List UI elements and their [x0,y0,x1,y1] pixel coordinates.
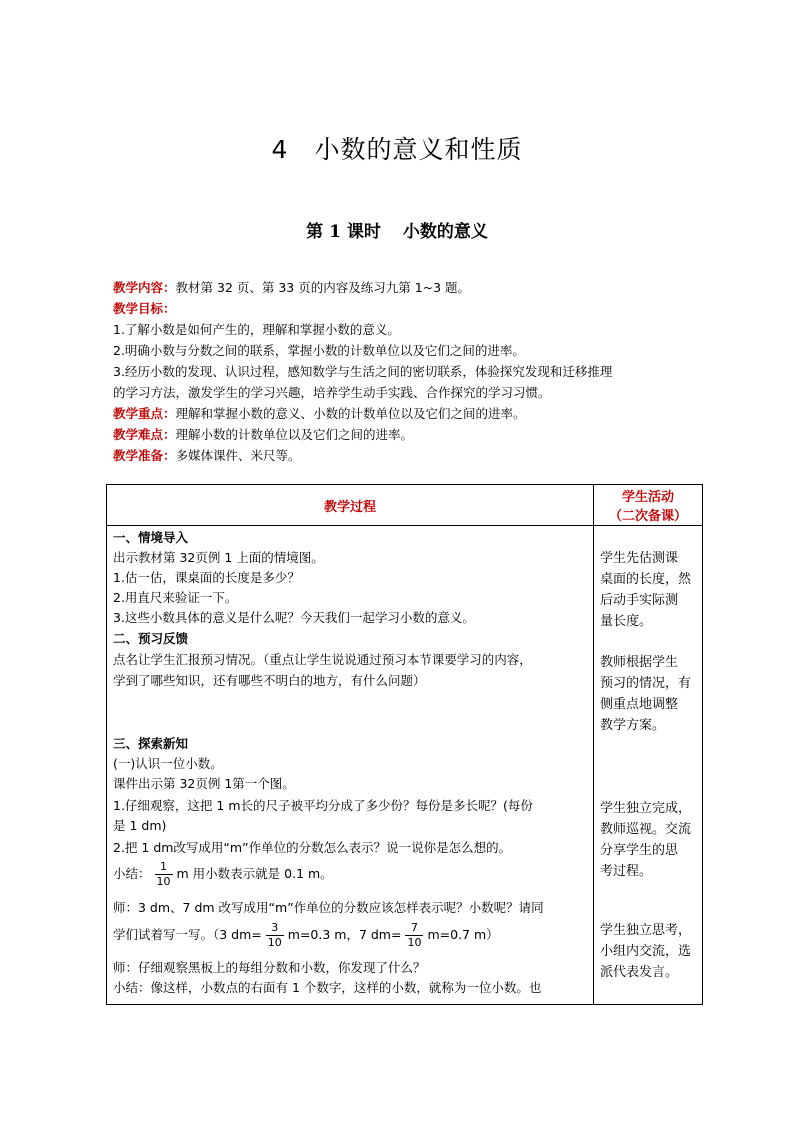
activity-note [600,798,704,882]
lesson-meta [113,277,693,466]
activity-line: 学生独立完成， [600,801,692,816]
teacher-line-fractions [113,918,591,952]
key-label: 教学重点： [113,406,176,421]
prep-text: 多媒体课件、米尺等。 [175,448,301,463]
summary-suffix: m 用小数表示就是 0.1 m。 [176,866,333,881]
fraction-numerator: 7 [405,921,423,936]
lesson-title [0,217,794,242]
summary-line: 小结：像这样，小数点的右面有 1 个数字，这样的小数，就称为一位小数。也 [113,980,542,995]
process-line: (一)认识一位小数。 [113,756,223,771]
fraction-numerator: 1 [155,860,173,875]
summary-line [113,858,591,890]
fraction-one-tenth [155,860,173,889]
process-line: 2.用直尺来验证一下。 [113,590,238,605]
activity-line: 教学方案。 [600,718,666,733]
activity-line: 桌面的长度，然 [600,572,692,587]
process-line: 是 1 dm) [113,818,167,833]
goal-item: 3.经历小数的发现、认识过程，感知数学与生活之间的密切联系，体验探究发现和迁移推理 [113,364,613,379]
lesson-title-text: 小数的意义 [402,222,488,242]
activity-cell [594,526,703,1005]
lesson-table [106,484,703,1005]
section-title: 三、探索新知 [113,736,189,751]
difficulty-label: 教学难点： [113,427,176,442]
difficulty-line [113,424,693,445]
content-text: 教材第 32 页、第 33 页的内容及练习九第 1~3 题。 [175,280,471,295]
teacher-line: 师：仔细观察黑板上的每组分数和小数，你发现了什么？ [113,960,426,975]
activity-line: 派代表发言。 [600,965,679,980]
chapter-title [0,130,794,166]
chapter-number: 4 [271,135,289,164]
process-line: 1.估一估，课桌面的长度是多少？ [113,570,300,585]
key-line [113,403,693,424]
activity-line: 教师根据学生 [600,655,679,670]
goals-label: 教学目标： [113,301,176,316]
activity-line: 预习的情况，有 [600,676,692,691]
process-line: 2.把 1 dm改写成用“m”作单位的分数怎么表示？说一说你是怎么想的。 [113,840,512,855]
activity-line: 学生先估测课 [600,551,679,566]
activity-line: 量长度。 [600,614,653,629]
process-line: 学到了哪些知识，还有哪些不明白的地方，有什么问题） [113,673,426,688]
fraction-denominator: 10 [156,875,171,888]
fraction-three-tenths [266,921,284,950]
goals-line [113,298,693,319]
header-activity-line1: 学生活动 [621,490,674,505]
chapter-title-text: 小数的意义和性质 [314,135,523,164]
goal-item: 1.了解小数是如何产生的，理解和掌握小数的意义。 [113,322,400,337]
fraction-denominator: 10 [267,936,282,949]
activity-line: 学生独立思考， [600,923,692,938]
process-cell [107,526,594,1005]
goal-item: 的学习方法，激发学生的学习兴趣，培养学生动手实践、合作探究的学习习惯。 [113,385,551,400]
process-line: 点名让学生汇报预习情况。（重点让学生说说通过预习本节课要学习的内容， [113,652,532,667]
teacher-suffix: m=0.7 m） [427,927,499,942]
activity-line: 分享学生的思 [600,843,679,858]
table-body-row [107,526,703,1005]
prep-line [113,445,693,466]
content-line [113,277,693,298]
teacher-line: 师：3 dm、7 dm 改写成用“m”作单位的分数应该怎样表示呢？小数呢？请同 [113,900,544,915]
process-line: 3.这些小数具体的意义是什么呢？今天我们一起学习小数的意义。 [113,610,475,625]
activity-note [600,920,704,983]
activity-line: 侧重点地调整 [600,697,679,712]
table-header-row [107,485,703,526]
teacher-mid: m=0.3 m，7 dm= [287,927,402,942]
teacher-prefix: 学们试着写一写。（3 dm= [113,927,262,942]
fraction-seven-tenths [405,921,423,950]
header-activity [594,485,703,526]
prep-label: 教学准备： [113,448,176,463]
activity-line: 后动手实际测 [600,593,679,608]
process-line: 课件出示第 32页例 1第一个图。 [113,776,295,791]
summary-prefix: 小结： [113,866,151,881]
lesson-label: 第 1 课时 [306,222,381,242]
section-title: 二、预习反馈 [113,631,189,646]
difficulty-text: 理解小数的计数单位以及它们之间的进率。 [175,427,414,442]
activity-note [600,548,704,632]
fraction-denominator: 10 [407,936,422,949]
key-text: 理解和掌握小数的意义、小数的计数单位以及它们之间的进率。 [175,406,526,421]
section-title: 一、情境导入 [113,530,189,545]
activity-line: 教师巡视。交流 [600,822,692,837]
fraction-numerator: 3 [266,921,284,936]
activity-note [600,652,704,736]
activity-line: 小组内交流，选 [600,944,692,959]
goal-item: 2.明确小数与分数之间的联系，掌握小数的计数单位以及它们之间的进率。 [113,343,525,358]
process-line: 1.仔细观察，这把 1 m长的尺子被平均分成了多少份？每份是多长呢？(每份 [113,798,533,813]
header-process: 教学过程 [107,485,594,526]
header-activity-line2: （二次备课） [608,509,687,524]
activity-line: 考过程。 [600,864,653,879]
content-label: 教学内容： [113,280,176,295]
process-line: 出示教材第 32页例 1 上面的情境图。 [113,550,324,565]
